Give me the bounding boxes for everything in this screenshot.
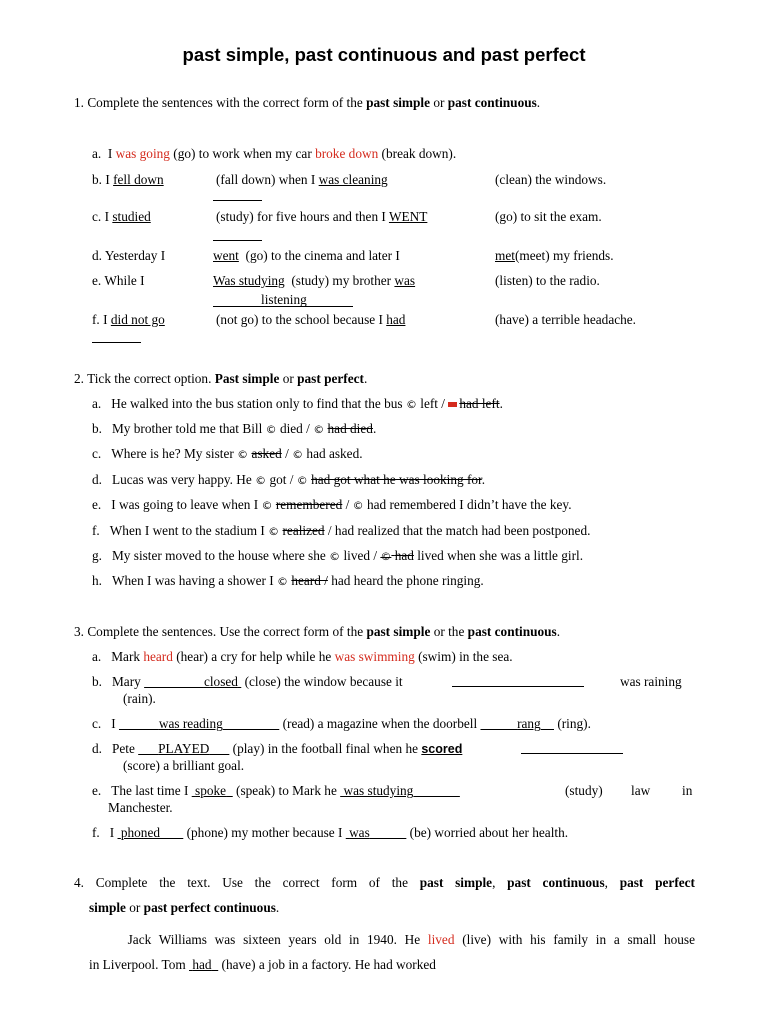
ex2-instruction: 2. Tick the correct option. Past simple or past perfect. [74, 371, 368, 386]
answer: met [495, 248, 515, 263]
page-title: past simple, past continuous and past perfect [182, 44, 586, 65]
ex2-item-a: a. He walked into the bus station only to find that the bus © left / had left. [92, 396, 503, 411]
ex4-instruction-cont: simple or past perfect continuous. [89, 900, 280, 915]
answer-line [213, 200, 262, 201]
ex1-item-d-end: met(meet) my friends. [495, 248, 614, 263]
ex4-paragraph-line-2: in Liverpool. Tom had (have) a job in a factory. He had worked [89, 957, 436, 972]
answer: listening [261, 292, 307, 307]
ex3-item-a: a. Mark heard (hear) a cry for help while he was swimming (swim) in the sea. [92, 649, 513, 664]
ex4-instruction: 4. Complete the text. Use the correct form of the past simple, past continuous, past perfect [74, 875, 695, 890]
option-mark-icon: © [255, 474, 267, 487]
ex1-item-c: c. I studied [92, 209, 151, 224]
ex2-item-g: g. My sister moved to the house where she © lived / © had lived when she was a little girl. [92, 548, 584, 563]
ex1-item-f: f. I did not go [92, 312, 165, 327]
ex3-item-e-cont: Manchester. [108, 800, 173, 815]
ex3-item-c: c. I was reading (read) a magazine when the doorbell rang (ring). [92, 716, 591, 731]
answer: scored [421, 742, 463, 756]
answer: had [192, 957, 212, 972]
answer: WENT [388, 209, 428, 224]
option-mark-icon: © [405, 398, 417, 411]
ex1-item-d-mid: went (go) to the cinema and later I [213, 248, 400, 263]
ex4-paragraph-line-1: Jack Williams was sixteen years old in 1940. He lived (live) with his family in a small house [127, 932, 695, 947]
answer: was reading [158, 716, 223, 731]
ex1-item-b-mid: (fall down) when I was cleaning [216, 172, 388, 187]
answer: lived [427, 932, 455, 947]
answer: PLAYED [158, 741, 210, 756]
ex3-item-f: f. I phoned (phone) my mother because I was (be) worried about her health. [92, 825, 569, 840]
answer-line [452, 686, 584, 687]
answer: went [213, 248, 239, 263]
answer-line [521, 753, 623, 754]
option-mark-icon: © [329, 550, 341, 563]
ex3-item-e-a: (study) [565, 783, 603, 798]
ex2-item-e: e. I was going to leave when I © remembered / © had remembered I didn’t have the key. [92, 497, 572, 512]
option-mark-icon: © [380, 550, 392, 563]
answer: rang [517, 716, 541, 731]
answer-line [92, 342, 141, 343]
answer: heard [143, 649, 173, 664]
option-mark-icon: © [237, 448, 249, 461]
ex1-item-a: a. I was going (go) to work when my car broke down (break down). [92, 146, 457, 161]
answer: spoke [195, 783, 227, 798]
ex1-instruction: 1. Complete the sentences with the correct form of the past simple or past continuous. [74, 95, 541, 110]
ex1-item-e-end: (listen) to the radio. [495, 273, 600, 288]
option-mark-icon: © [268, 525, 280, 538]
ex2-item-f: f. When I went to the stadium I © realized / had realized that the match had been postponed. [92, 523, 591, 538]
option-mark-icon: © [292, 448, 304, 461]
ex3-item-b: b. Mary closed (close) the window because it [92, 674, 403, 689]
answer: was cleaning [318, 172, 388, 187]
ex3-item-d: d. Pete PLAYED (play) in the football final when he scored [92, 741, 463, 756]
option-mark-icon: © [277, 575, 289, 588]
ex1-item-b-end: (clean) the windows. [495, 172, 607, 187]
option-mark-icon: © [313, 423, 325, 436]
option-mark-icon: © [261, 499, 273, 512]
answer: was [394, 273, 416, 288]
ex2-item-d: d. Lucas was very happy. He © got / © had got what he was looking for. [92, 472, 486, 487]
ex3-item-d-cont: (score) a brilliant goal. [123, 758, 245, 773]
answer: phoned [120, 825, 160, 840]
ex3-item-b-cont: (rain). [123, 691, 156, 706]
ex2-item-c: c. Where is he? My sister © asked / © had asked. [92, 446, 363, 461]
option-mark-icon: © [296, 474, 308, 487]
ex3-item-b-answer: was raining [620, 674, 682, 689]
answer: was going [115, 146, 170, 161]
ex3-item-e-b: law [631, 783, 651, 798]
answer: did not go [110, 312, 165, 327]
answer: broke down [315, 146, 379, 161]
answer: closed [203, 674, 238, 689]
answer: was studying [343, 783, 414, 798]
ex3-item-e: e. The last time I spoke (speak) to Mark he was studying [92, 783, 460, 799]
option-mark-icon: © [265, 423, 277, 436]
answer-line [213, 306, 353, 307]
answer: studied [112, 209, 151, 224]
tick-mark-icon [448, 402, 457, 407]
option-mark-icon: © [352, 499, 364, 512]
ex1-item-c-end: (go) to sit the exam. [495, 209, 602, 224]
answer: was [349, 825, 370, 840]
ex1-item-e: e. While I [92, 273, 145, 288]
ex1-item-b: b. I fell down [92, 172, 164, 187]
answer-line [213, 240, 262, 241]
ex3-instruction: 3. Complete the sentences. Use the correct form of the past simple or the past continuous. [74, 624, 561, 639]
answer: had [386, 312, 406, 327]
ex1-item-d: d. Yesterday I [92, 248, 166, 263]
answer: fell down [113, 172, 164, 187]
ex3-item-e-c: in [682, 783, 693, 798]
answer: was swimming [334, 649, 415, 664]
ex1-item-f-mid: (not go) to the school because I had [216, 312, 406, 327]
answer: Was studying [213, 273, 285, 288]
ex1-item-f-end: (have) a terrible headache. [495, 312, 637, 327]
ex1-item-c-mid: (study) for five hours and then I WENT [216, 209, 428, 224]
ex2-item-b: b. My brother told me that Bill © died / © had died. [92, 421, 377, 436]
ex2-item-h: h. When I was having a shower I © heard / had heard the phone ringing. [92, 573, 484, 588]
ex1-item-e-mid: Was studying (study) my brother was [213, 273, 416, 288]
